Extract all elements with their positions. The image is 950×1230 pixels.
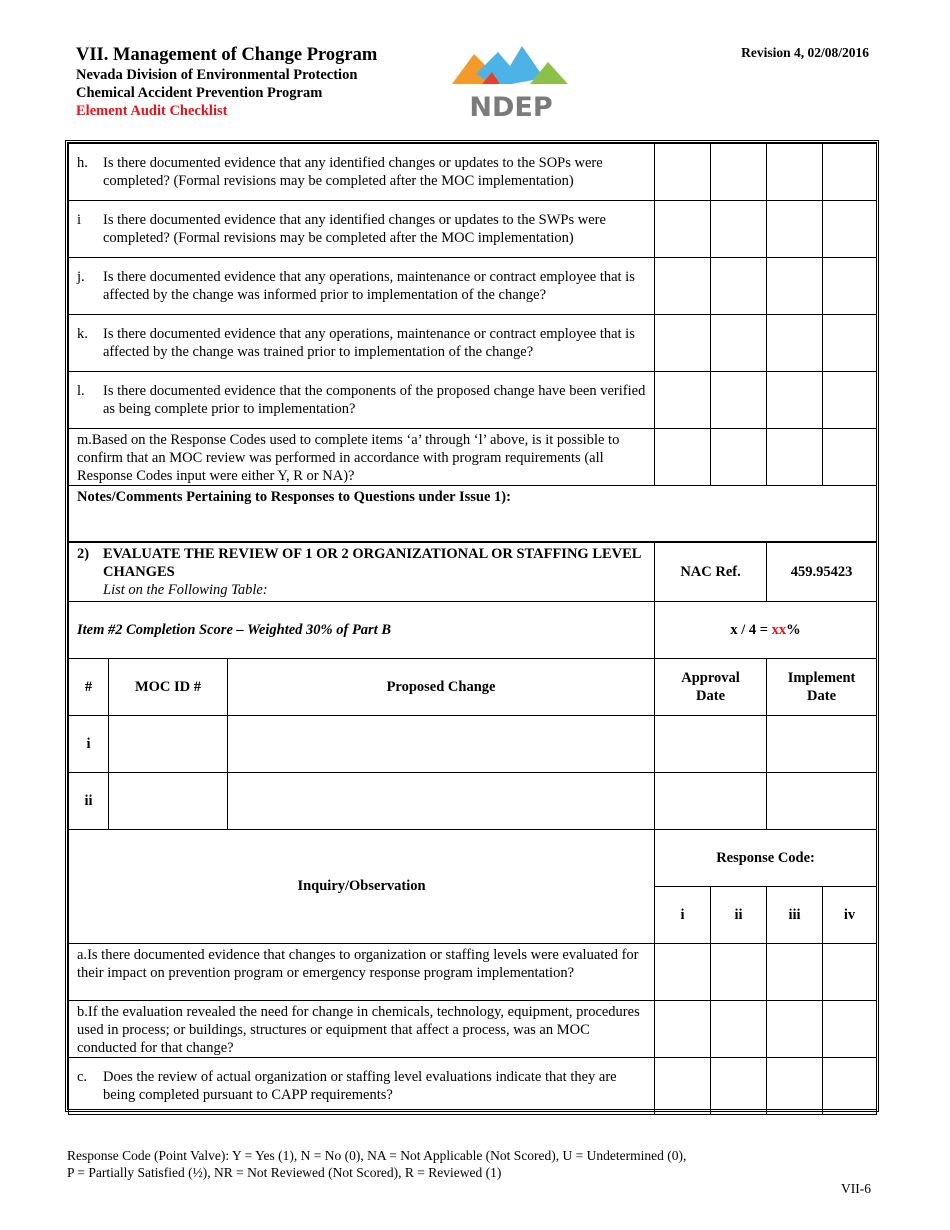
score-row	[69, 601, 877, 658]
checklist-name: Element Audit Checklist	[76, 103, 228, 119]
response-col-iii: iii	[767, 886, 823, 943]
item-text: Is there documented evidence that the components of the proposed change have been verified as being complete prior to implementation?	[103, 383, 646, 417]
proposed-change-field[interactable]	[228, 772, 655, 829]
response-cell[interactable]	[767, 201, 823, 258]
notes-label: Notes/Comments Pertaining to Responses to Questions under Issue 1):	[77, 489, 511, 505]
item-label: i	[77, 212, 82, 228]
response-cell[interactable]	[823, 258, 877, 315]
response-cell[interactable]	[655, 1000, 711, 1057]
checklist-row	[69, 315, 877, 372]
score-value: xx	[771, 621, 787, 638]
response-cell[interactable]	[711, 201, 767, 258]
section2-title: EVALUATE THE REVIEW OF 1 OR 2 ORGANIZATIONAL OR STAFFING LEVEL CHANGES	[103, 545, 641, 580]
response-cell[interactable]	[655, 372, 711, 429]
moc-id-field[interactable]	[109, 715, 228, 772]
response-cell[interactable]	[711, 258, 767, 315]
checklist-row	[69, 943, 877, 1000]
response-cell[interactable]	[823, 1000, 877, 1057]
col-number: #	[69, 658, 109, 715]
col-moc-id: MOC ID #	[109, 658, 228, 715]
response-cell[interactable]	[655, 429, 711, 486]
inquiry-header: Inquiry/Observation	[69, 829, 655, 943]
legend-line-2: P = Partially Satisfied (½), NR = Not Reviewed (Not Scored), R = Reviewed (1)	[67, 1165, 502, 1180]
change-row	[69, 715, 877, 772]
response-cell[interactable]	[711, 943, 767, 1000]
response-cell[interactable]	[823, 315, 877, 372]
logo-mountain-blue	[476, 46, 544, 84]
checklist-row	[69, 1057, 877, 1114]
item-label: b.	[77, 1003, 88, 1020]
response-cell[interactable]	[767, 1057, 823, 1114]
notes-row	[69, 486, 877, 542]
change-table-header	[69, 658, 877, 715]
agency-name: Nevada Division of Environmental Protection	[76, 67, 358, 83]
checklist-row	[69, 258, 877, 315]
response-cell[interactable]	[767, 144, 823, 201]
response-cell[interactable]	[823, 144, 877, 201]
response-cell[interactable]	[823, 943, 877, 1000]
logo-text: NDEP	[469, 92, 553, 122]
response-cell[interactable]	[655, 315, 711, 372]
item-label: k.	[77, 326, 88, 342]
section-title: VII. Management of Change Program	[76, 45, 378, 65]
response-cell[interactable]	[711, 1000, 767, 1057]
item-label: c.	[77, 1068, 88, 1085]
response-code-legend	[67, 1147, 686, 1181]
checklist-row	[69, 201, 877, 258]
item-text: If the evaluation revealed the need for change in chemicals, technology, equipment, procedures used in process; or buildings, structures or equipment that affect a process, was an MOC conducted for that change?	[77, 1003, 640, 1056]
response-cell[interactable]	[767, 315, 823, 372]
response-cell[interactable]	[711, 1057, 767, 1114]
response-cell[interactable]	[767, 372, 823, 429]
score-value-cell	[655, 601, 877, 658]
nac-ref-label: NAC Ref.	[655, 542, 767, 602]
revision-label: Revision 4, 02/08/2016	[741, 45, 869, 60]
section-number: 2)	[77, 545, 90, 562]
response-cell[interactable]	[823, 1057, 877, 1114]
response-cell[interactable]	[823, 429, 877, 486]
response-cell[interactable]	[711, 144, 767, 201]
notes-field[interactable]	[69, 486, 877, 542]
item-label: l.	[77, 383, 85, 399]
score-label: Item #2 Completion Score – Weighted 30% of Part B	[69, 601, 655, 658]
item-text: Is there documented evidence that any identified changes or updates to the SWPs were completed? (Formal revisions may be completed after the MOC implementation)	[103, 212, 606, 246]
item-text: Based on the Response Codes used to complete items ‘a’ through ‘l’ above, is it possible to confirm that an MOC review was performed in accordance with program requirements (all Response Codes input were either Y, R or NA)?	[77, 432, 620, 484]
program-name: Chemical Accident Prevention Program	[76, 85, 323, 101]
moc-id-field[interactable]	[109, 772, 228, 829]
response-cell[interactable]	[655, 258, 711, 315]
response-cell[interactable]	[655, 201, 711, 258]
nac-ref-value: 459.95423	[767, 542, 877, 602]
item-label: a.	[77, 946, 88, 963]
response-cell[interactable]	[655, 1057, 711, 1114]
item-text: Is there documented evidence that any identified changes or updates to the SOPs were completed? (Formal revisions may be completed after the MOC implementation)	[103, 155, 603, 189]
section2-header-row	[69, 542, 877, 602]
item-label: m.	[77, 432, 92, 448]
change-row-number: i	[69, 715, 109, 772]
ndep-logo	[452, 44, 570, 122]
col-implement-date: Implement Date	[767, 658, 877, 715]
response-cell[interactable]	[711, 315, 767, 372]
approval-date-field[interactable]	[655, 715, 767, 772]
checklist-row	[69, 1000, 877, 1057]
response-cell[interactable]	[711, 429, 767, 486]
checklist-row	[69, 144, 877, 201]
checklist-row	[69, 429, 877, 486]
implement-date-field[interactable]	[767, 715, 877, 772]
section2-subtitle: List on the Following Table:	[103, 581, 268, 598]
score-suffix: %	[786, 621, 801, 638]
change-row	[69, 772, 877, 829]
proposed-change-field[interactable]	[228, 715, 655, 772]
response-cell[interactable]	[823, 201, 877, 258]
inquiry-header-row	[69, 829, 877, 886]
response-code-label: Response Code:	[655, 829, 877, 886]
response-cell[interactable]	[767, 429, 823, 486]
response-cell[interactable]	[767, 943, 823, 1000]
response-col-iv: iv	[823, 886, 877, 943]
item-text: Is there documented evidence that changes to organization or staffing levels were evaluated for their impact on prevention program or emergency response program implementation?	[77, 946, 639, 981]
checklist-row	[69, 372, 877, 429]
page-number: VII-6	[841, 1181, 871, 1196]
response-col-i: i	[655, 886, 711, 943]
approval-date-field[interactable]	[655, 772, 767, 829]
implement-date-field[interactable]	[767, 772, 877, 829]
response-cell[interactable]	[767, 1000, 823, 1057]
response-cell[interactable]	[767, 258, 823, 315]
response-cell[interactable]	[655, 943, 711, 1000]
item-text: Does the review of actual organization or staffing level evaluations indicate that they are being completed pursuant to CAPP requirements?	[103, 1068, 617, 1103]
item-text: Is there documented evidence that any operations, maintenance or contract employee that is affected by the change was informed prior to implementation of the change?	[103, 269, 635, 303]
page-header	[76, 44, 377, 120]
item-label: j.	[77, 269, 85, 285]
response-cell[interactable]	[711, 372, 767, 429]
change-row-number: ii	[69, 772, 109, 829]
col-proposed-change: Proposed Change	[228, 658, 655, 715]
response-cell[interactable]	[655, 144, 711, 201]
response-col-ii: ii	[711, 886, 767, 943]
item-text: Is there documented evidence that any operations, maintenance or contract employee that is affected by the change was trained prior to implementation of the change?	[103, 326, 635, 360]
checklist-table	[68, 143, 877, 1115]
item-label: h.	[77, 155, 88, 171]
legend-line-1: Response Code (Point Valve): Y = Yes (1), N = No (0), NA = Not Applicable (Not Scored), U = Undetermined (0),	[67, 1148, 687, 1163]
response-cell[interactable]	[823, 372, 877, 429]
col-approval-date: Approval Date	[655, 658, 767, 715]
score-prefix: x / 4 =	[730, 621, 772, 638]
